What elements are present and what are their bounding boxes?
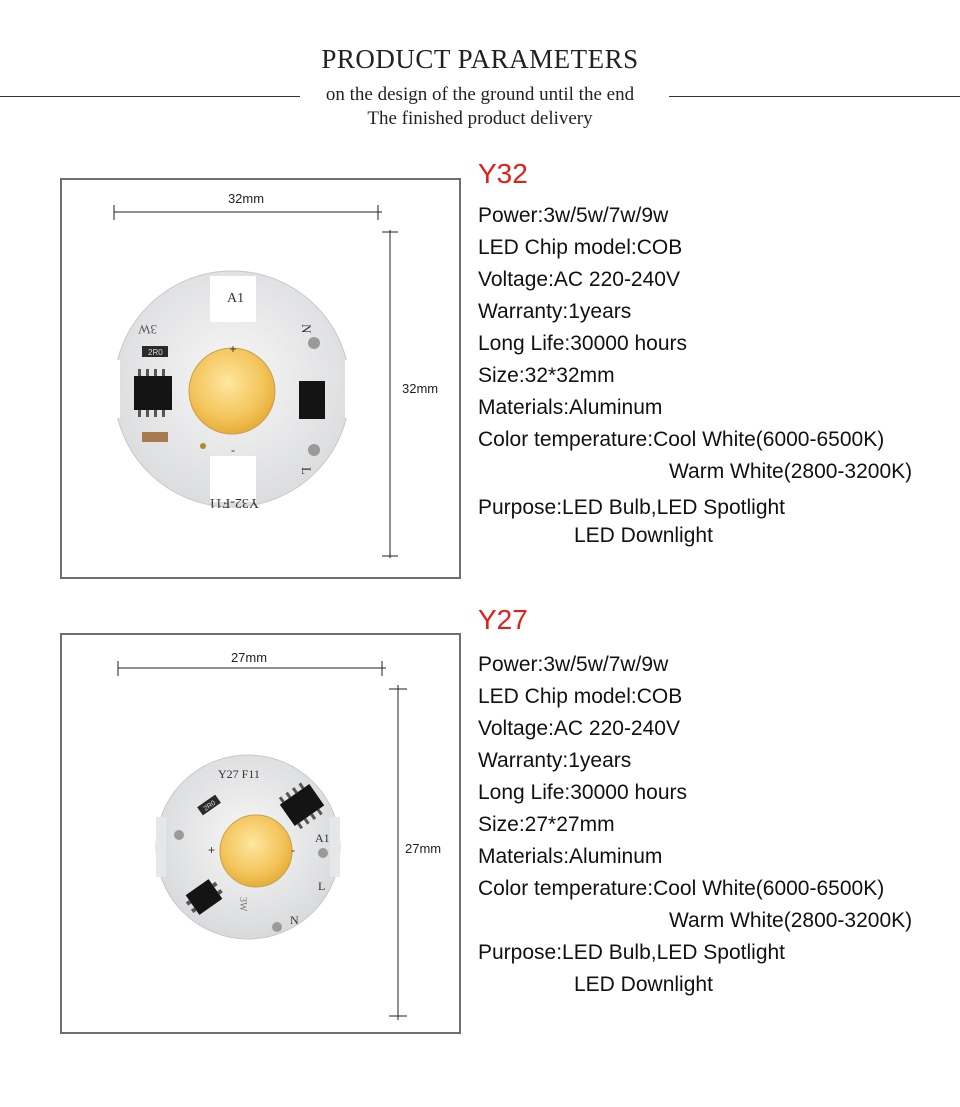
width-dimension-label: 27mm: [230, 650, 268, 665]
pad-n: [272, 922, 282, 932]
spec-power: Power:3w/5w/7w/9w: [478, 204, 669, 227]
board-label-n: N: [299, 324, 314, 334]
height-dimension-label: 27mm: [405, 841, 442, 856]
resistor-label: 2R0: [148, 348, 163, 357]
svg-text:2R0: 2R0: [202, 799, 218, 813]
model-title-y27: Y27: [478, 604, 528, 635]
cob-led-chip: [220, 815, 292, 887]
spec-purpose-2: LED Downlight: [574, 973, 713, 996]
header-subtitle-2: The finished product delivery: [367, 108, 593, 129]
board-label-l: L: [299, 467, 314, 475]
pad-left: [174, 830, 184, 840]
spec-chip-model: LED Chip model:COB: [478, 236, 683, 259]
capacitor: [142, 432, 168, 442]
board-label-model: Y32-F11: [208, 495, 260, 510]
product-photo-y27: [60, 633, 461, 1034]
spec-color-temperature: Color temperature:Cool White(6000-6500K): [478, 428, 885, 451]
spec-warranty: Warranty:1years: [478, 749, 632, 772]
svg-text:-: -: [231, 443, 235, 457]
spec-warranty: Warranty:1years: [478, 300, 632, 323]
height-dimension-label: 32mm: [402, 381, 439, 396]
pad-l: [308, 444, 320, 456]
spec-long-life: Long Life:30000 hours: [478, 332, 688, 355]
spec-size: Size:32*32mm: [478, 364, 615, 387]
spec-purpose: Purpose:LED Bulb,LED Spotlight: [478, 496, 786, 519]
board-label-3w: 3W: [138, 322, 157, 337]
board-label-a1: A1: [227, 291, 245, 306]
pad-l: [318, 848, 328, 858]
spec-purpose: Purpose:LED Bulb,LED Spotlight: [478, 941, 786, 964]
spec-chip-model: LED Chip model:COB: [478, 685, 683, 708]
spec-size: Size:27*27mm: [478, 813, 615, 836]
spec-purpose-2: LED Downlight: [574, 524, 713, 547]
svg-text:+: +: [229, 342, 237, 356]
spec-materials: Materials:Aluminum: [478, 845, 663, 868]
spec-long-life: Long Life:30000 hours: [478, 781, 688, 804]
spec-voltage: Voltage:AC 220-240V: [478, 717, 680, 740]
spec-color-temperature-warm: Warm White(2800-3200K): [669, 460, 913, 483]
driver-ic-left: [134, 376, 172, 410]
header-subtitle: on the design of the ground until the end: [325, 84, 635, 105]
spec-materials: Materials:Aluminum: [478, 396, 663, 419]
cob-led-chip: [189, 348, 275, 434]
pad-n: [308, 337, 320, 349]
board-label-a1: A1: [315, 831, 330, 845]
product-photo-y32: [60, 178, 461, 579]
page-title: PRODUCT PARAMETERS: [321, 44, 639, 74]
spec-voltage: Voltage:AC 220-240V: [478, 268, 680, 291]
led-board-y27-image: [62, 635, 463, 1036]
model-title-y32: Y32: [478, 158, 528, 189]
board-label-3w: 3W: [237, 897, 248, 912]
board-label-n: N: [290, 913, 299, 927]
svg-text:+: +: [208, 843, 216, 857]
svg-text:-: -: [291, 843, 295, 857]
led-board-y32-image: [62, 180, 463, 581]
spec-color-temperature: Color temperature:Cool White(6000-6500K): [478, 877, 885, 900]
spec-color-temperature-warm: Warm White(2800-3200K): [669, 909, 913, 932]
width-dimension-label: 32mm: [227, 191, 265, 206]
board-label-l: L: [318, 879, 326, 893]
board-label-model: Y27 F11: [218, 767, 260, 781]
spec-power: Power:3w/5w/7w/9w: [478, 653, 669, 676]
rectifier-ic-right: [299, 381, 325, 419]
